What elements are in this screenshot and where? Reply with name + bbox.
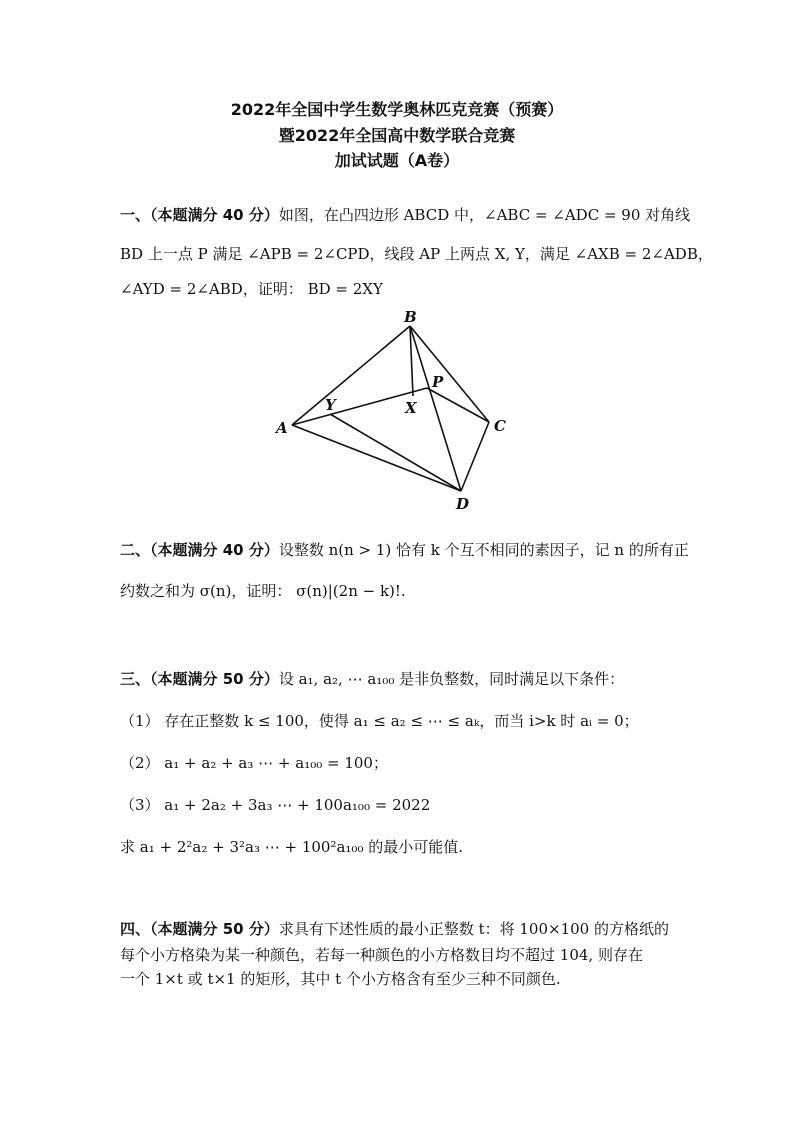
problem3-condition2: （2） a₁ + a₂ + a₃ ⋯ + a₁₀₀ = 100； [120,754,388,772]
problem3-line1 [120,668,680,690]
problem2-line1 [120,539,689,561]
problem4-heading: 四、（本题满分 50 分） [120,920,279,938]
label-y: Y [325,396,336,414]
label-a: A [276,419,288,437]
problem3-intro: 设 a₁, a₂, ⋯ a₁₀₀ 是非负整数，同时满足以下条件： [278,670,625,688]
title-line-2: 暨2022年全国高中数学联合竞赛 [278,126,516,145]
segment-ab [292,326,410,425]
problem4-line2: 每个小方格染为某一种颜色，若每一种颜色的小方格数目均不超过 104, 则存在 [120,946,643,964]
quadrilateral-figure [270,305,530,515]
problem1-text1: 如图，在凸四边形 ABCD 中，∠ABC = ∠ADC = 90 对角线 [278,206,691,224]
title-line-3: 加试试题（A卷） [334,151,460,170]
problem3-heading: 三、（本题满分 50 分） [120,670,279,688]
problem3-ask: 求 a₁ + 2²a₂ + 3²a₃ ⋯ + 100²a₁₀₀ 的最小可能值. [120,838,463,856]
problem4-line1 [120,918,680,940]
segment-bc [410,326,489,422]
label-c: C [494,417,506,435]
problem2-heading: 二、（本题满分 40 分） [120,541,279,559]
problem2-text1: 设整数 n(n > 1) 恰有 k 个互不相同的素因子，记 n 的所有正 [278,541,689,559]
segment-cd [461,422,489,491]
segment-da [292,425,461,491]
problem3-condition3: （3） a₁ + 2a₂ + 3a₃ ⋯ + 100a₁₀₀ = 2022 [120,796,431,814]
problem1-line3: ∠AYD = 2∠ABD，证明： BD = 2XY [120,280,383,298]
problem4-line3: 一个 1×t 或 t×1 的矩形，其中 t 个小方格含有至少三种不同颜色. [120,970,561,988]
label-p: P [432,373,444,391]
label-x: X [405,399,417,417]
problem1-heading: 一、（本题满分 40 分） [120,206,279,224]
problem1-line1 [120,204,691,226]
label-b: B [404,308,417,326]
segment-pc [427,388,489,422]
problem1-line2: BD 上一点 P 满足 ∠APB = 2∠CPD，线段 AP 上两点 X, Y，满足 ∠AXB = 2∠ADB， [120,245,713,263]
label-d: D [456,495,470,513]
title-line-1: 2022年全国中学生数学奥林匹克竞赛（预赛） [230,100,564,119]
problem3-condition1: （1） 存在正整数 k ≤ 100，使得 a₁ ≤ a₂ ≤ ⋯ ≤ aₖ，而当 i>k 时 aᵢ = 0； [120,712,639,730]
problem2-line2: 约数之和为 σ(n)，证明： σ(n)|(2n − k)!. [120,582,406,600]
problem4-text1: 求具有下述性质的最小正整数 t：将 100×100 的方格纸的 [278,920,669,938]
